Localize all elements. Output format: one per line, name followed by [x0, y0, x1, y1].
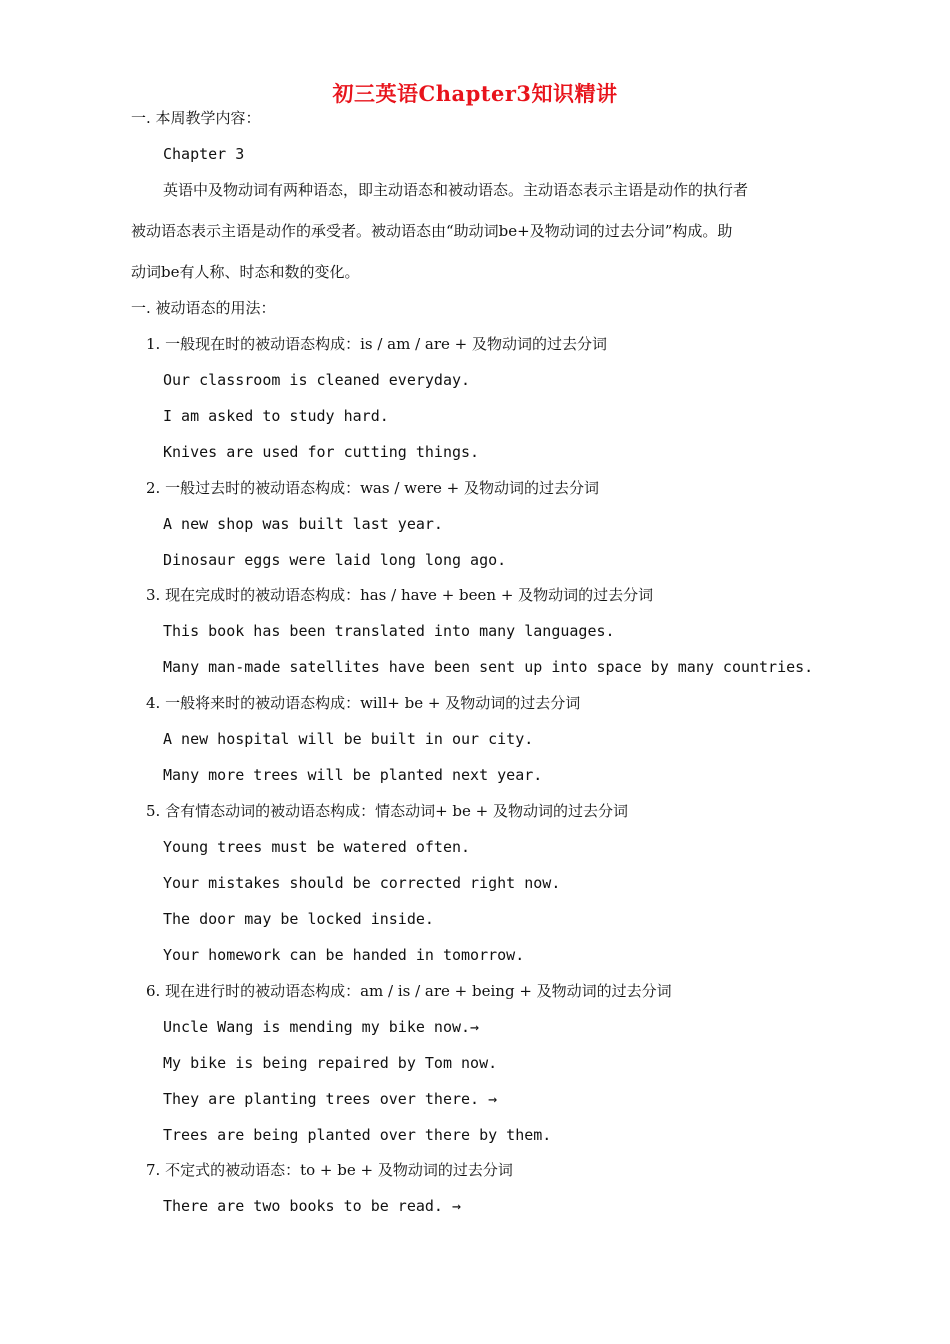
example-sentence: Many man-made satellites have been sent up into space by many countries. [163, 658, 814, 676]
page-title: 初三英语Chapter3知识精讲 [332, 81, 618, 106]
example-sentence: They are planting trees over there. → [163, 1090, 498, 1108]
example-sentence: My bike is being repaired by Tom now. [163, 1054, 498, 1072]
example-sentence: Uncle Wang is mending my bike now.→ [163, 1018, 480, 1036]
section-heading-content: 一. 本周教学内容： [131, 109, 261, 127]
item-label-2: 2. 一般过去时的被动语态构成：was / were + 及物动词的过去分词 [146, 479, 600, 497]
intro-line-1: 英语中及物动词有两种语态，即主动语态和被动语态。主动语态表示主语是动作的执行者 [163, 181, 749, 199]
example-sentence: Knives are used for cutting things. [163, 443, 480, 461]
intro-line-3: 动词be有人称、时态和数的变化。 [131, 263, 360, 281]
example-sentence: There are two books to be read. → [163, 1197, 462, 1215]
item-label-3: 3. 现在完成时的被动语态构成：has / have + been + 及物动词的过去分词 [146, 586, 654, 604]
example-sentence: Dinosaur eggs were laid long long ago. [163, 551, 507, 569]
example-sentence: This book has been translated into many languages. [163, 622, 615, 640]
example-sentence: Your homework can be handed in tomorrow. [163, 946, 525, 964]
item-label-6: 6. 现在进行时的被动语态构成：am / is / are + being + 及物动词的过去分词 [146, 982, 672, 1000]
example-sentence: Young trees must be watered often. [163, 838, 471, 856]
example-sentence: The door may be locked inside. [163, 910, 434, 928]
example-sentence: A new hospital will be built in our city. [163, 730, 534, 748]
example-sentence: Many more trees will be planted next year. [163, 766, 543, 784]
chapter-label: Chapter 3 [163, 145, 245, 163]
item-label-5: 5. 含有情态动词的被动语态构成：情态动词+ be + 及物动词的过去分词 [146, 802, 629, 820]
example-sentence: Your mistakes should be corrected right now. [163, 874, 561, 892]
example-sentence: I am asked to study hard. [163, 407, 389, 425]
intro-line-2: 被动语态表示主语是动作的承受者。被动语态由“助动词be+及物动词的过去分词”构成。助 [131, 222, 733, 240]
section-heading-usage: 一. 被动语态的用法： [131, 299, 276, 317]
item-label-4: 4. 一般将来时的被动语态构成：will+ be + 及物动词的过去分词 [146, 694, 581, 712]
item-label-1: 1. 一般现在时的被动语态构成：is / am / are + 及物动词的过去分词 [146, 335, 608, 353]
example-sentence: A new shop was built last year. [163, 515, 443, 533]
example-sentence: Trees are being planted over there by them. [163, 1126, 552, 1144]
item-label-7: 7. 不定式的被动语态：to + be + 及物动词的过去分词 [146, 1161, 513, 1179]
example-sentence: Our classroom is cleaned everyday. [163, 371, 471, 389]
